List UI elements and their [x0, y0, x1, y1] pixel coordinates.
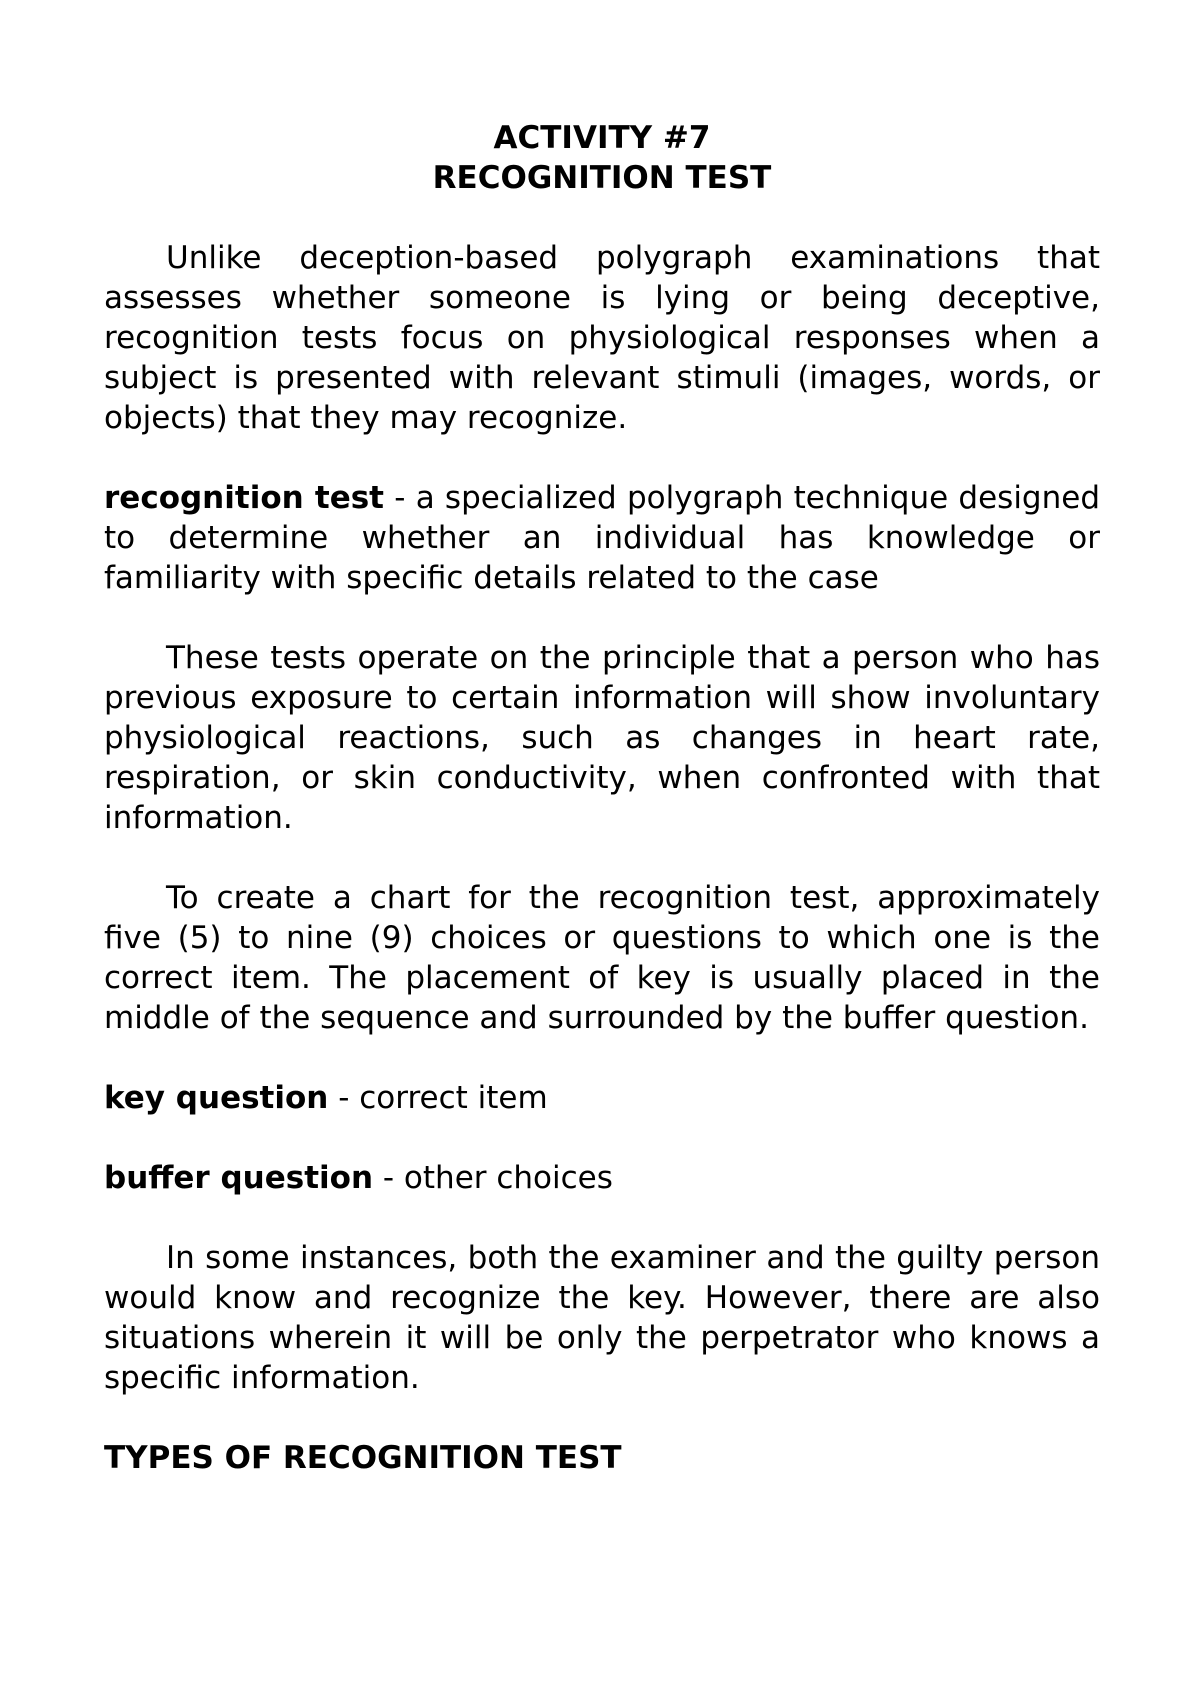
- definition-recognition-test: [104, 478, 1100, 598]
- chart-paragraph: To create a chart for the recognition test, approximately five (5) to nine (9) choices or questions to which one is the correct item. The placement of key is usually placed in the middle of the sequence and surrounded by the buffer question.: [104, 880, 1100, 1036]
- section-heading: TYPES OF RECOGNITION TEST: [104, 1440, 622, 1476]
- definition-text: - correct item: [328, 1080, 548, 1116]
- intro-paragraph: Unlike deception-based polygraph examinations that assesses whether someone is lying or being deceptive, recognition tests focus on physiological responses when a subject is presented with relevant stimuli (images, words, or objects) that they may recognize.: [104, 240, 1100, 436]
- title-line-1: ACTIVITY #7: [493, 120, 711, 156]
- definition-text: - a specialized polygraph technique designed to determine whether an individual has knowledge or familiarity with specific details related to the case: [104, 480, 1101, 596]
- definition-term: buffer question: [104, 1160, 374, 1196]
- definition-text: - other choices: [373, 1160, 613, 1196]
- title-line-2: RECOGNITION TEST: [432, 160, 772, 196]
- definition-key-question: [104, 1078, 1100, 1118]
- document-page: [104, 118, 1100, 1478]
- principle-paragraph: These tests operate on the principle that a person who has previous exposure to certain information will show involuntary physiological reactions, such as changes in heart rate, respiration, or skin conductivity, when confronted with that information.: [104, 640, 1100, 836]
- definition-term: recognition test: [104, 480, 384, 516]
- definition-term: key question: [104, 1080, 329, 1116]
- instances-paragraph: In some instances, both the examiner and the guilty person would know and recognize the key. However, there are also situations wherein it will be only the perpetrator who knows a specific information.: [104, 1240, 1100, 1396]
- definition-buffer-question: [104, 1158, 1100, 1198]
